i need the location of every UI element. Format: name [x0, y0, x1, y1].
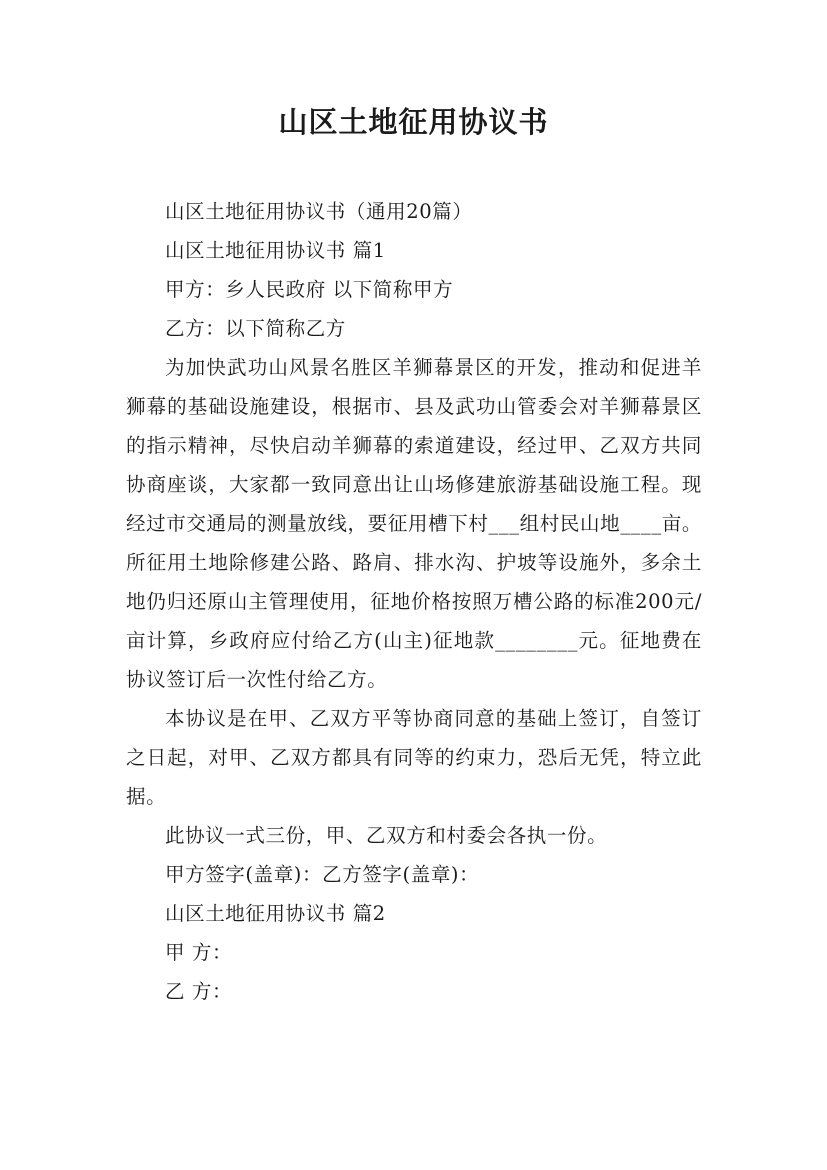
article-2-heading: 山区土地征用协议书 篇2	[165, 902, 386, 925]
party-a-label: 甲 方：	[165, 941, 233, 964]
collection-heading: 山区土地征用协议书（通用20篇）	[165, 200, 473, 223]
article-1-heading: 山区土地征用协议书 篇1	[165, 239, 386, 262]
party-b-label: 乙 方：	[165, 980, 233, 1003]
agreement-main-paragraph: 为加快武功山风景名胜区羊狮幕景区的开发，推动和促进羊狮幕的基础设施建设，根据市、县及武功山管委会对羊狮幕景区的指示精神，尽快启动羊狮幕的索道建设，经过甲、乙双方共同协商座谈，大家都一致同意出让山场修建旅游基础设施工程。现经过市交通局的测量放线，要征用槽下村___组村民山地____亩。所征用土地除修建公路、路肩、排水沟、护坡等设施外，多余土地仍归还原山主管理使用，征地价格按照万槽公路的标准200元/亩计算，乡政府应付给乙方(山主)征地款________元。征地费在协议签订后一次性付给乙方。	[126, 356, 702, 691]
party-b-line: 乙方：以下简称乙方	[165, 317, 346, 340]
copies-paragraph: 此协议一式三份，甲、乙双方和村委会各执一份。	[165, 824, 608, 847]
document-body	[126, 192, 702, 1011]
signature-line: 甲方签字(盖章)：乙方签字(盖章)：	[165, 863, 480, 886]
party-a-line: 甲方：乡人民政府 以下简称甲方	[165, 278, 454, 301]
document-title: 山区土地征用协议书	[278, 105, 549, 139]
binding-force-paragraph: 本协议是在甲、乙双方平等协商同意的基础上签订，自签订之日起，对甲、乙双方都具有同等的约束力，恐后无凭，特立此据。	[126, 707, 702, 808]
